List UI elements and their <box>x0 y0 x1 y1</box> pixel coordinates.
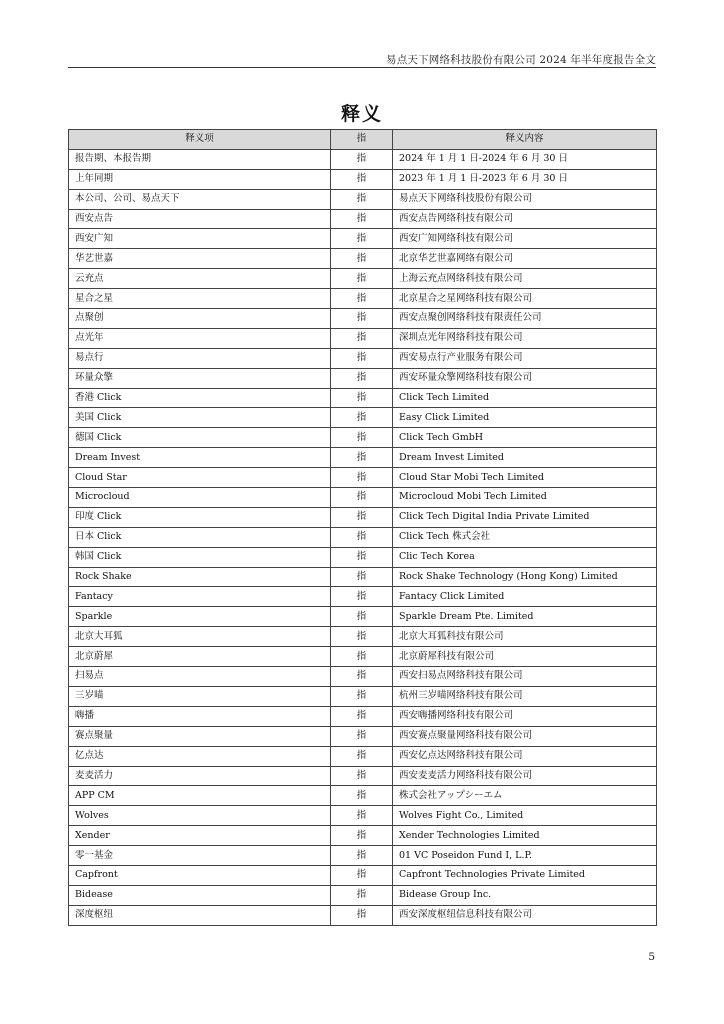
table-row <box>69 328 657 348</box>
definition-cell: 北京星合之星网络科技有限公司 <box>393 289 657 309</box>
definition-cell: 西安点告网络科技有限公司 <box>393 209 657 229</box>
definition-cell: 西安扫易点网络科技有限公司 <box>393 667 657 687</box>
table-row <box>69 627 657 647</box>
running-header: 易点天下网络科技股份有限公司 2024 年半年度报告全文 <box>386 54 656 66</box>
term-cell: 西安点告 <box>69 209 331 229</box>
term-cell: Sparkle <box>69 607 331 627</box>
definition-cell: 2024 年 1 月 1 日-2024 年 6 月 30 日 <box>393 149 657 169</box>
table-row <box>69 846 657 866</box>
table-row <box>69 408 657 428</box>
refers-cell: 指 <box>331 309 393 329</box>
definition-cell: 上海云充点网络科技有限公司 <box>393 269 657 289</box>
term-cell: 点光年 <box>69 328 331 348</box>
definition-cell: Rock Shake Technology (Hong Kong) Limited <box>393 567 657 587</box>
term-cell: 云充点 <box>69 269 331 289</box>
term-cell: Fantacy <box>69 587 331 607</box>
table-row <box>69 706 657 726</box>
term-cell: 麦麦活力 <box>69 766 331 786</box>
refers-cell: 指 <box>331 269 393 289</box>
term-cell: 亿点达 <box>69 746 331 766</box>
definition-cell: Bidease Group Inc. <box>393 885 657 905</box>
refers-cell: 指 <box>331 726 393 746</box>
definition-cell: 株式会社アップシーエム <box>393 786 657 806</box>
refers-cell: 指 <box>331 865 393 885</box>
table-row <box>69 786 657 806</box>
term-cell: 易点行 <box>69 348 331 368</box>
refers-cell: 指 <box>331 587 393 607</box>
section-title: 释义 <box>340 103 383 125</box>
refers-cell: 指 <box>331 607 393 627</box>
term-cell: 三岁喵 <box>69 686 331 706</box>
refers-cell: 指 <box>331 746 393 766</box>
refers-cell: 指 <box>331 885 393 905</box>
refers-cell: 指 <box>331 169 393 189</box>
table-row <box>69 468 657 488</box>
table-row <box>69 289 657 309</box>
refers-cell: 指 <box>331 686 393 706</box>
table-row <box>69 269 657 289</box>
definition-cell: 西安环量众擎网络科技有限公司 <box>393 368 657 388</box>
refers-cell: 指 <box>331 527 393 547</box>
table-row <box>69 507 657 527</box>
table-row <box>69 527 657 547</box>
term-cell: 香港 Click <box>69 388 331 408</box>
refers-cell: 指 <box>331 547 393 567</box>
table-row <box>69 746 657 766</box>
definition-cell: 西安深度枢纽信息科技有限公司 <box>393 905 657 925</box>
column-header-definition: 释义内容 <box>393 130 657 150</box>
term-cell: 零一基金 <box>69 846 331 866</box>
header-rule <box>68 67 656 68</box>
table-row <box>69 547 657 567</box>
definition-cell: 易点天下网络科技股份有限公司 <box>393 189 657 209</box>
refers-cell: 指 <box>331 448 393 468</box>
term-cell: 报告期、本报告期 <box>69 149 331 169</box>
table-row <box>69 885 657 905</box>
table-row <box>69 348 657 368</box>
term-cell: 赛点聚量 <box>69 726 331 746</box>
definition-cell: Clic Tech Korea <box>393 547 657 567</box>
term-cell: Cloud Star <box>69 468 331 488</box>
table-row <box>69 149 657 169</box>
definition-cell: 北京蔚犀科技有限公司 <box>393 647 657 667</box>
refers-cell: 指 <box>331 189 393 209</box>
term-cell: 深度枢纽 <box>69 905 331 925</box>
definition-cell: 西安赛点聚量网络科技有限公司 <box>393 726 657 746</box>
term-cell: 点聚创 <box>69 309 331 329</box>
definition-cell: 2023 年 1 月 1 日-2023 年 6 月 30 日 <box>393 169 657 189</box>
table-row <box>69 647 657 667</box>
refers-cell: 指 <box>331 786 393 806</box>
definition-cell: 杭州三岁喵网络科技有限公司 <box>393 686 657 706</box>
table-row <box>69 169 657 189</box>
term-cell: Dream Invest <box>69 448 331 468</box>
refers-cell: 指 <box>331 766 393 786</box>
definition-cell: Click Tech 株式会社 <box>393 527 657 547</box>
definition-cell: 西安广知网络科技有限公司 <box>393 229 657 249</box>
refers-cell: 指 <box>331 289 393 309</box>
definition-cell: 西安麦麦活力网络科技有限公司 <box>393 766 657 786</box>
table-row <box>69 686 657 706</box>
term-cell: 上年同期 <box>69 169 331 189</box>
table-row <box>69 428 657 448</box>
refers-cell: 指 <box>331 468 393 488</box>
table-row <box>69 309 657 329</box>
definition-cell: Easy Click Limited <box>393 408 657 428</box>
term-cell: 本公司、公司、易点天下 <box>69 189 331 209</box>
definition-cell: Click Tech GmbH <box>393 428 657 448</box>
table-row <box>69 865 657 885</box>
term-cell: 环量众擎 <box>69 368 331 388</box>
page-number: 5 <box>648 951 655 963</box>
term-cell: Wolves <box>69 806 331 826</box>
definition-cell: Dream Invest Limited <box>393 448 657 468</box>
refers-cell: 指 <box>331 149 393 169</box>
definition-cell: Wolves Fight Co., Limited <box>393 806 657 826</box>
definition-cell: 西安易点行产业服务有限公司 <box>393 348 657 368</box>
table-row <box>69 607 657 627</box>
definition-cell: 西安点聚创网络科技有限责任公司 <box>393 309 657 329</box>
definition-cell: Click Tech Digital India Private Limited <box>393 507 657 527</box>
definition-cell: Fantacy Click Limited <box>393 587 657 607</box>
refers-cell: 指 <box>331 905 393 925</box>
refers-cell: 指 <box>331 567 393 587</box>
refers-cell: 指 <box>331 667 393 687</box>
definition-cell: Sparkle Dream Pte. Limited <box>393 607 657 627</box>
refers-cell: 指 <box>331 348 393 368</box>
definition-cell: 北京大耳狐科技有限公司 <box>393 627 657 647</box>
table-row <box>69 448 657 468</box>
refers-cell: 指 <box>331 627 393 647</box>
term-cell: 日本 Click <box>69 527 331 547</box>
term-cell: 韩国 Click <box>69 547 331 567</box>
term-cell: Microcloud <box>69 488 331 508</box>
definition-cell: Microcloud Mobi Tech Limited <box>393 488 657 508</box>
table-row <box>69 567 657 587</box>
table-header-row <box>69 130 657 150</box>
definitions-table <box>68 129 657 926</box>
table-row <box>69 826 657 846</box>
term-cell: Xender <box>69 826 331 846</box>
refers-cell: 指 <box>331 507 393 527</box>
refers-cell: 指 <box>331 368 393 388</box>
definition-cell: Xender Technologies Limited <box>393 826 657 846</box>
term-cell: 华艺世嘉 <box>69 249 331 269</box>
definition-cell: Cloud Star Mobi Tech Limited <box>393 468 657 488</box>
table-row <box>69 587 657 607</box>
definition-cell: 西安亿点达网络科技有限公司 <box>393 746 657 766</box>
table-row <box>69 189 657 209</box>
table-row <box>69 905 657 925</box>
definition-cell: 西安嗨播网络科技有限公司 <box>393 706 657 726</box>
refers-cell: 指 <box>331 706 393 726</box>
table-row <box>69 766 657 786</box>
refers-cell: 指 <box>331 408 393 428</box>
term-cell: Rock Shake <box>69 567 331 587</box>
refers-cell: 指 <box>331 249 393 269</box>
definition-cell: 01 VC Poseidon Fund I, L.P. <box>393 846 657 866</box>
table-body <box>69 149 657 925</box>
term-cell: APP CM <box>69 786 331 806</box>
term-cell: 嗨播 <box>69 706 331 726</box>
term-cell: 德国 Click <box>69 428 331 448</box>
refers-cell: 指 <box>331 428 393 448</box>
refers-cell: 指 <box>331 826 393 846</box>
column-header-refers: 指 <box>331 130 393 150</box>
refers-cell: 指 <box>331 488 393 508</box>
table-row <box>69 806 657 826</box>
term-cell: 星合之星 <box>69 289 331 309</box>
definition-cell: Click Tech Limited <box>393 388 657 408</box>
table-row <box>69 667 657 687</box>
definition-cell: 北京华艺世嘉网络有限公司 <box>393 249 657 269</box>
refers-cell: 指 <box>331 209 393 229</box>
definition-cell: 深圳点光年网络科技有限公司 <box>393 328 657 348</box>
refers-cell: 指 <box>331 229 393 249</box>
term-cell: 北京大耳狐 <box>69 627 331 647</box>
term-cell: 西安广知 <box>69 229 331 249</box>
table-row <box>69 388 657 408</box>
refers-cell: 指 <box>331 846 393 866</box>
column-header-term: 释义项 <box>69 130 331 150</box>
refers-cell: 指 <box>331 647 393 667</box>
table-row <box>69 229 657 249</box>
definition-cell: Capfront Technologies Private Limited <box>393 865 657 885</box>
table-row <box>69 726 657 746</box>
term-cell: 印度 Click <box>69 507 331 527</box>
term-cell: Bidease <box>69 885 331 905</box>
table-row <box>69 209 657 229</box>
table-row <box>69 368 657 388</box>
refers-cell: 指 <box>331 328 393 348</box>
refers-cell: 指 <box>331 388 393 408</box>
term-cell: 美国 Click <box>69 408 331 428</box>
table-row <box>69 249 657 269</box>
table-row <box>69 488 657 508</box>
refers-cell: 指 <box>331 806 393 826</box>
term-cell: Capfront <box>69 865 331 885</box>
term-cell: 扫易点 <box>69 667 331 687</box>
term-cell: 北京蔚犀 <box>69 647 331 667</box>
